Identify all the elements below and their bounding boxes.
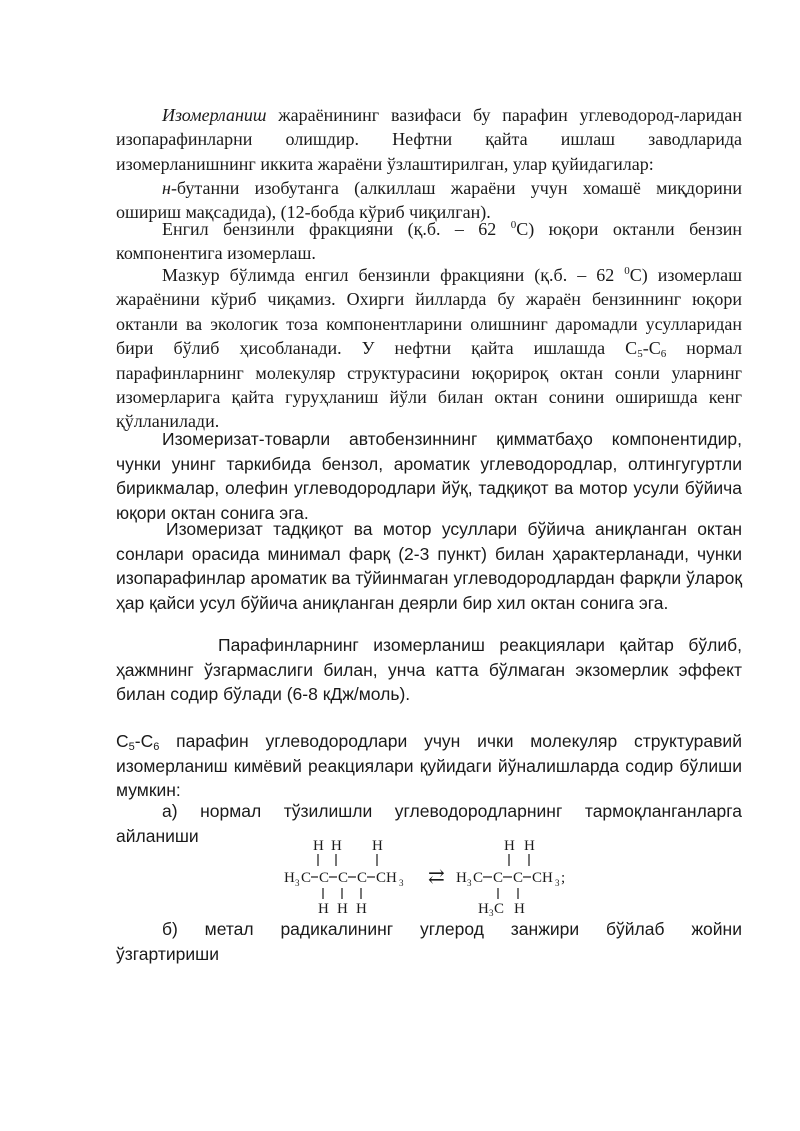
paragraph-c5-c6-paraffins: $С_5-С_6$ парафин углеводородлари учун ички молекуляр структуравий изомерланиш кимёвий реакциялари қуйидаги йўналишларда содир бўлиши мумкин: xyxy=(116,731,742,801)
svg-text:H: H xyxy=(284,870,295,886)
svg-text:C: C xyxy=(473,870,484,886)
svg-text:H: H xyxy=(504,838,515,854)
svg-text:H: H xyxy=(318,901,329,916)
svg-text:H: H xyxy=(456,870,467,886)
svg-text:;: ; xyxy=(561,870,566,886)
svg-text:H: H xyxy=(313,838,324,854)
equilibrium-arrow-icon: ⇄ xyxy=(428,866,445,888)
paragraph-item-a: а) нормал тўзилишли углеводородларнинг тармоқланганларга айланиши xyxy=(116,801,742,846)
svg-text:3: 3 xyxy=(555,878,560,888)
svg-text:H: H xyxy=(514,901,525,916)
svg-text:C: C xyxy=(319,870,330,886)
svg-text:H: H xyxy=(372,838,383,854)
paragraph-isomerization-purpose: Изомерланиш жараёнининг вазифаси бу парафин углеводород-ларидан изопарафинларни олишдир. Нефтни қайта ишлаш заводларида изомерланишнинг иккита жараёни ўзлаштирилган, улар қуйидагилар: xyxy=(116,105,742,174)
svg-text:C: C xyxy=(338,870,349,886)
svg-text:CH: CH xyxy=(376,870,397,886)
paragraph-reversible-reactions: Парафинларнинг изомерланиш реакциялари қайтар бўлиб, ҳажмнинг ўзгармаслиги билан, унча катта бўлмаган экзомерлик эффект билан содир бўлади (6-8 кДж/моль). xyxy=(116,635,742,705)
svg-text:H: H xyxy=(478,901,489,916)
svg-text:3: 3 xyxy=(295,878,300,888)
paragraph-isomerizate-component: Изомеризат-товарли автобензиннинг қимматбаҳо компонентидир, чунки унинг таркибида бензол, ароматик углеводородлар, олтингугуртли бирикмалар, олефин углеводородлари йўқ, тадқиқот ва мотор усули бўйича юқори октан сонига эга. xyxy=(116,429,742,523)
paragraph-light-fraction: Енгил бензинли фракцияни (қ.б. – 62 $^0$С) юқори октанли бензин компонентига изомерлаш. xyxy=(116,219,742,264)
svg-text:H: H xyxy=(331,838,342,854)
svg-text:3: 3 xyxy=(467,878,472,888)
paragraph-n-butane: н-бутанни изобутанга (алкиллаш жараёни учун хомашё миқдорини ошириш мақсадида), (12-бобда кўриб чиқилган). xyxy=(116,178,742,223)
svg-text:C: C xyxy=(494,901,505,916)
svg-text:H: H xyxy=(356,901,367,916)
isomerization-reaction-formula xyxy=(280,836,590,916)
paragraph-item-b: б) метал радикалининг углерод занжири бўйлаб жойни ўзгартириши xyxy=(116,919,742,964)
svg-text:C: C xyxy=(513,870,524,886)
svg-text:H: H xyxy=(337,901,348,916)
paragraph-octane-difference: Изомеризат тадқиқот ва мотор усуллари бўйича аниқланган октан сонлари орасида минимал фарқ (2-3 пункт) билан ҳарактерланади, чунки изопарафинлар ароматик ва тўйинмаган углеводородлардан фарқли ўлароқ ҳар қайси усул бўйича аниқланган деярли бир хил октан сонига эга. xyxy=(116,519,742,613)
svg-text:3: 3 xyxy=(399,878,404,888)
svg-text:C: C xyxy=(493,870,504,886)
svg-text:H: H xyxy=(524,838,535,854)
paragraph-section-intro: Мазкур бўлимда енгил бензинли фракцияни (қ.б. – 62 $^0$С) изомерлаш жараёнини кўриб чиқамиз. Охирги йилларда бу жараён бензиннинг юқори октанли ва экологик тоза компонентларини олишнинг даромадли усулларидан бири бўлиб ҳисобланади. У нефтни қайта ишлашда $С_5-С_6$ нормал парафинларнинг молекуляр структурасини юқорироқ октан сонли уларнинг изомерларига қайта гуруҳланиш йўли билан октан сонини оширишда кенг қўлланилади. xyxy=(116,265,743,432)
svg-text:3: 3 xyxy=(489,908,494,916)
term-isomerization: Изомерланиш xyxy=(162,105,267,125)
svg-text:C: C xyxy=(301,870,312,886)
svg-text:C: C xyxy=(357,870,368,886)
svg-text:CH: CH xyxy=(532,870,553,886)
